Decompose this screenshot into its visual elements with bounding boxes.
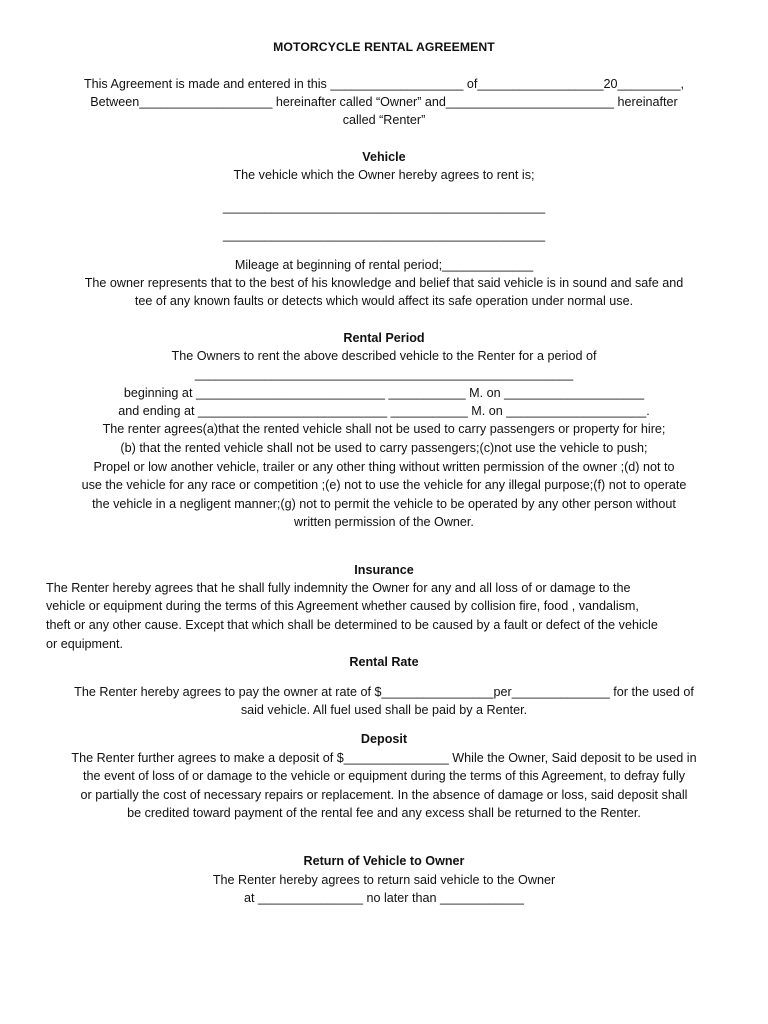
rental-rate-line: said vehicle. All fuel used shall be paid by a Renter. — [240, 703, 528, 717]
rental-period-line: The renter agrees(a)that the rented vehicle shall not be used to carry passengers or property for hire; — [102, 422, 666, 436]
vehicle-heading: Vehicle — [362, 150, 406, 164]
rental-period-line: The Owners to rent the above described vehicle to the Renter for a period of — [171, 349, 597, 363]
vehicle-line: tee of any known faults or detects which would affect its safe operation under normal use. — [134, 294, 634, 308]
insurance-line: or equipment. — [46, 637, 124, 651]
vehicle-line: The owner represents that to the best of his knowledge and belief that said vehicle is in sound and safe and — [84, 276, 684, 290]
insurance-line: The Renter hereby agrees that he shall fully indemnity the Owner for any and all loss of or damage to the — [46, 581, 631, 595]
rental-period-heading: Rental Period — [343, 331, 425, 345]
deposit-heading: Deposit — [360, 732, 408, 746]
deposit-line: or partially the cost of necessary repairs or replacement. In the absence of damage or loss, said deposit shall — [80, 788, 688, 802]
insurance-heading: Insurance — [354, 563, 414, 577]
ending-line: and ending at ___________________________ ___________ M. on ____________________. — [118, 404, 650, 418]
insurance-line: theft or any other cause. Except that which shall be determined to be caused by a fault or defect of the vehicle — [46, 618, 658, 632]
intro-line-1: This Agreement is made and entered in this ___________________ of__________________20_________, — [83, 77, 685, 91]
return-line: at _______________ no later than ____________ — [243, 891, 525, 905]
vehicle-blank-line: ______________________________________________ — [222, 200, 546, 214]
rental-period-blank-line: ______________________________________________________ — [194, 367, 574, 381]
mileage-line: Mileage at beginning of rental period;_____________ — [234, 258, 534, 272]
vehicle-line: The vehicle which the Owner hereby agrees to rent is; — [233, 168, 535, 182]
intro-line-3: called “Renter” — [342, 113, 426, 127]
beginning-line: beginning at ___________________________ ___________ M. on ____________________ — [123, 386, 645, 400]
rental-period-line: use the vehicle for any race or competition ;(e) not to use the vehicle for any illegal purpose;(f) not to operate — [81, 478, 687, 492]
return-heading: Return of Vehicle to Owner — [303, 854, 465, 868]
document-title: MOTORCYCLE RENTAL AGREEMENT — [273, 40, 495, 54]
deposit-line: the event of loss of or damage to the vehicle or equipment during the terms of this Agreement, to defray fully — [82, 769, 686, 783]
intro-line-2: Between___________________ hereinafter called “Owner” and________________________ hereinafter — [90, 95, 678, 109]
rental-period-line: (b) that the rented vehicle shall not be used to carry passengers;(c)not use the vehicle to push; — [120, 441, 648, 455]
rental-period-line: written permission of the Owner. — [294, 515, 474, 529]
deposit-line: be credited toward payment of the rental fee and any excess shall be returned to the Renter. — [127, 806, 641, 820]
rental-period-line: the vehicle in a negligent manner;(g) not to permit the vehicle to be operated by any other person without — [92, 497, 676, 511]
insurance-line: vehicle or equipment during the terms of this Agreement whether caused by collision fire, food , vandalism, — [46, 599, 639, 613]
return-line: The Renter hereby agrees to return said vehicle to the Owner — [212, 873, 556, 887]
rental-rate-heading: Rental Rate — [349, 655, 419, 669]
rental-period-line: Propel or low another vehicle, trailer or any other thing without written permission of the owner ;(d) not to — [93, 460, 675, 474]
vehicle-blank-line: ______________________________________________ — [222, 228, 546, 242]
deposit-line: The Renter further agrees to make a deposit of $_______________ While the Owner, Said deposit to be used in — [71, 751, 697, 765]
rental-rate-line: The Renter hereby agrees to pay the owner at rate of $________________per______________ for the used of — [74, 685, 694, 699]
